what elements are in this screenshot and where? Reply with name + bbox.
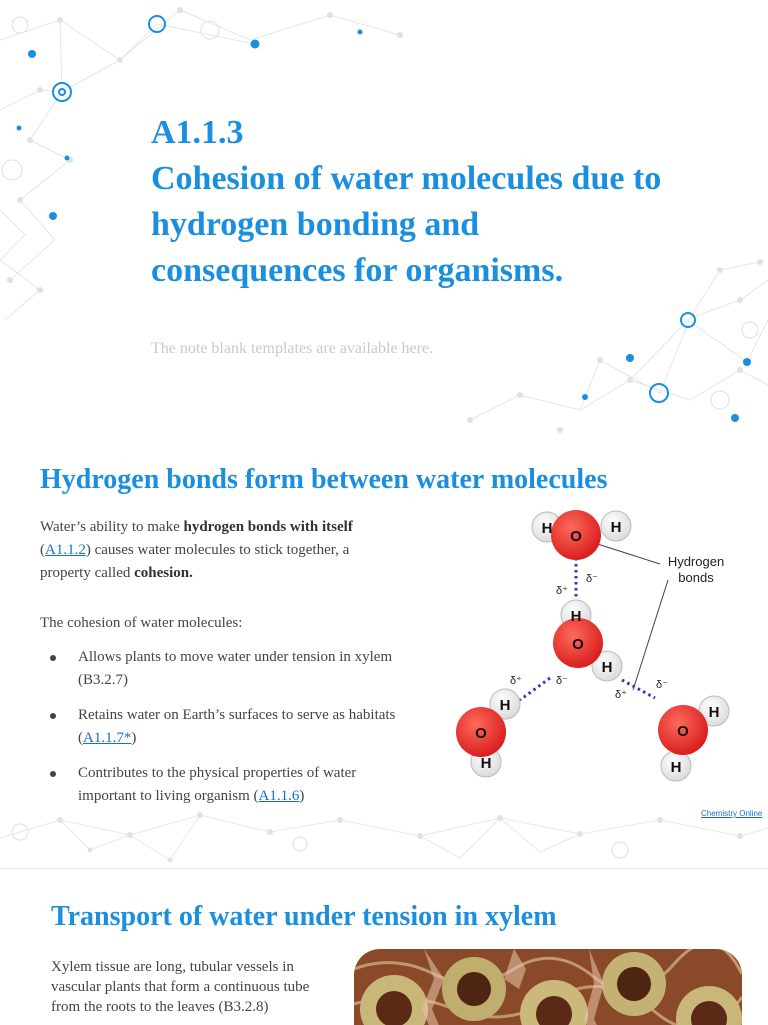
list-item-text: Retains water on Earth’s surfaces to serve as habitats (: [78, 707, 396, 746]
partial-charge-label: δ⁻: [556, 675, 568, 687]
reference-link[interactable]: A1.1.6: [258, 788, 300, 804]
water-molecule: [658, 696, 729, 781]
text-span: Water’s ability to make: [40, 519, 184, 535]
partial-charge-label: δ⁺: [556, 585, 568, 597]
xylem-slide: [0, 868, 768, 1025]
cohesion-paragraph: [40, 516, 400, 585]
hydrogen-bonds-slide: [0, 440, 768, 868]
bullet-icon: [50, 771, 56, 777]
water-molecule: [456, 689, 520, 777]
hydrogen-bonds-label: Hydrogen: [667, 554, 725, 569]
xylem-micrograph: [354, 949, 742, 1025]
title-line: consequences for organisms.: [151, 252, 564, 289]
text-span: (: [40, 542, 45, 558]
atom-label: H: [480, 755, 492, 772]
atom-label: H: [601, 659, 613, 676]
list-intro: The cohesion of water molecules:: [40, 615, 243, 631]
reference-link[interactable]: A1.1.2: [45, 542, 86, 558]
partial-charge-label: δ⁻: [656, 679, 668, 691]
title-slide: [0, 0, 768, 440]
atom-label: O: [677, 723, 689, 740]
text-span: ): [299, 788, 305, 804]
text-span: ): [131, 730, 137, 746]
bold-term: hydrogen bonds with itself: [183, 519, 353, 535]
atom-label: O: [475, 725, 487, 742]
xylem-paragraph: Xylem tissue are long, tubular vessels in vascular plants that form a continuous tube from the roots to the leaves (B3.2.8): [51, 959, 310, 1015]
atom-label: H: [499, 697, 511, 714]
slide-title: [151, 110, 751, 294]
atom-label: H: [670, 759, 682, 776]
section-heading: Hydrogen bonds form between water molecules: [40, 464, 608, 495]
xylem-image: [354, 949, 742, 1025]
atom-label: H: [610, 519, 622, 536]
atom-label: H: [570, 608, 582, 625]
list-item-text: Allows plants to move water under tension in xylem (B3.2.7): [78, 649, 393, 688]
list-item: [40, 704, 410, 750]
partial-charge-label: δ⁺: [615, 689, 627, 701]
list-item: [40, 762, 410, 808]
title-line: hydrogen bonding and: [151, 206, 480, 243]
bold-term: cohesion.: [134, 565, 193, 581]
atom-label: O: [572, 636, 584, 653]
bullet-icon: [50, 655, 56, 661]
hydrogen-bonds-label: bonds: [678, 570, 714, 585]
list-item-text: Contributes to the physical properties of water important to living organism (: [78, 765, 357, 804]
section-code: A1.1.3: [151, 114, 244, 151]
image-credit-link[interactable]: Chemistry Online: [701, 809, 763, 818]
water-molecule: [532, 510, 631, 560]
water-hbond-diagram: [440, 502, 768, 832]
water-molecule: [553, 600, 622, 681]
bullet-icon: [50, 713, 56, 719]
atom-label: H: [708, 704, 720, 721]
note-templates-text[interactable]: The note blank templates are available here.: [151, 340, 434, 357]
reference-link[interactable]: A1.1.7*: [83, 730, 132, 746]
text-span: ) causes water molecules to stick together, a property called: [40, 542, 350, 581]
title-line: Cohesion of water molecules due to: [151, 160, 662, 197]
bullet-list: [40, 646, 410, 820]
section-heading: Transport of water under tension in xylem: [51, 901, 557, 932]
partial-charge-label: δ⁻: [586, 573, 598, 585]
atom-label: H: [541, 520, 553, 537]
list-item: [40, 646, 410, 692]
partial-charge-label: δ⁺: [510, 675, 522, 687]
atom-label: O: [570, 528, 582, 545]
